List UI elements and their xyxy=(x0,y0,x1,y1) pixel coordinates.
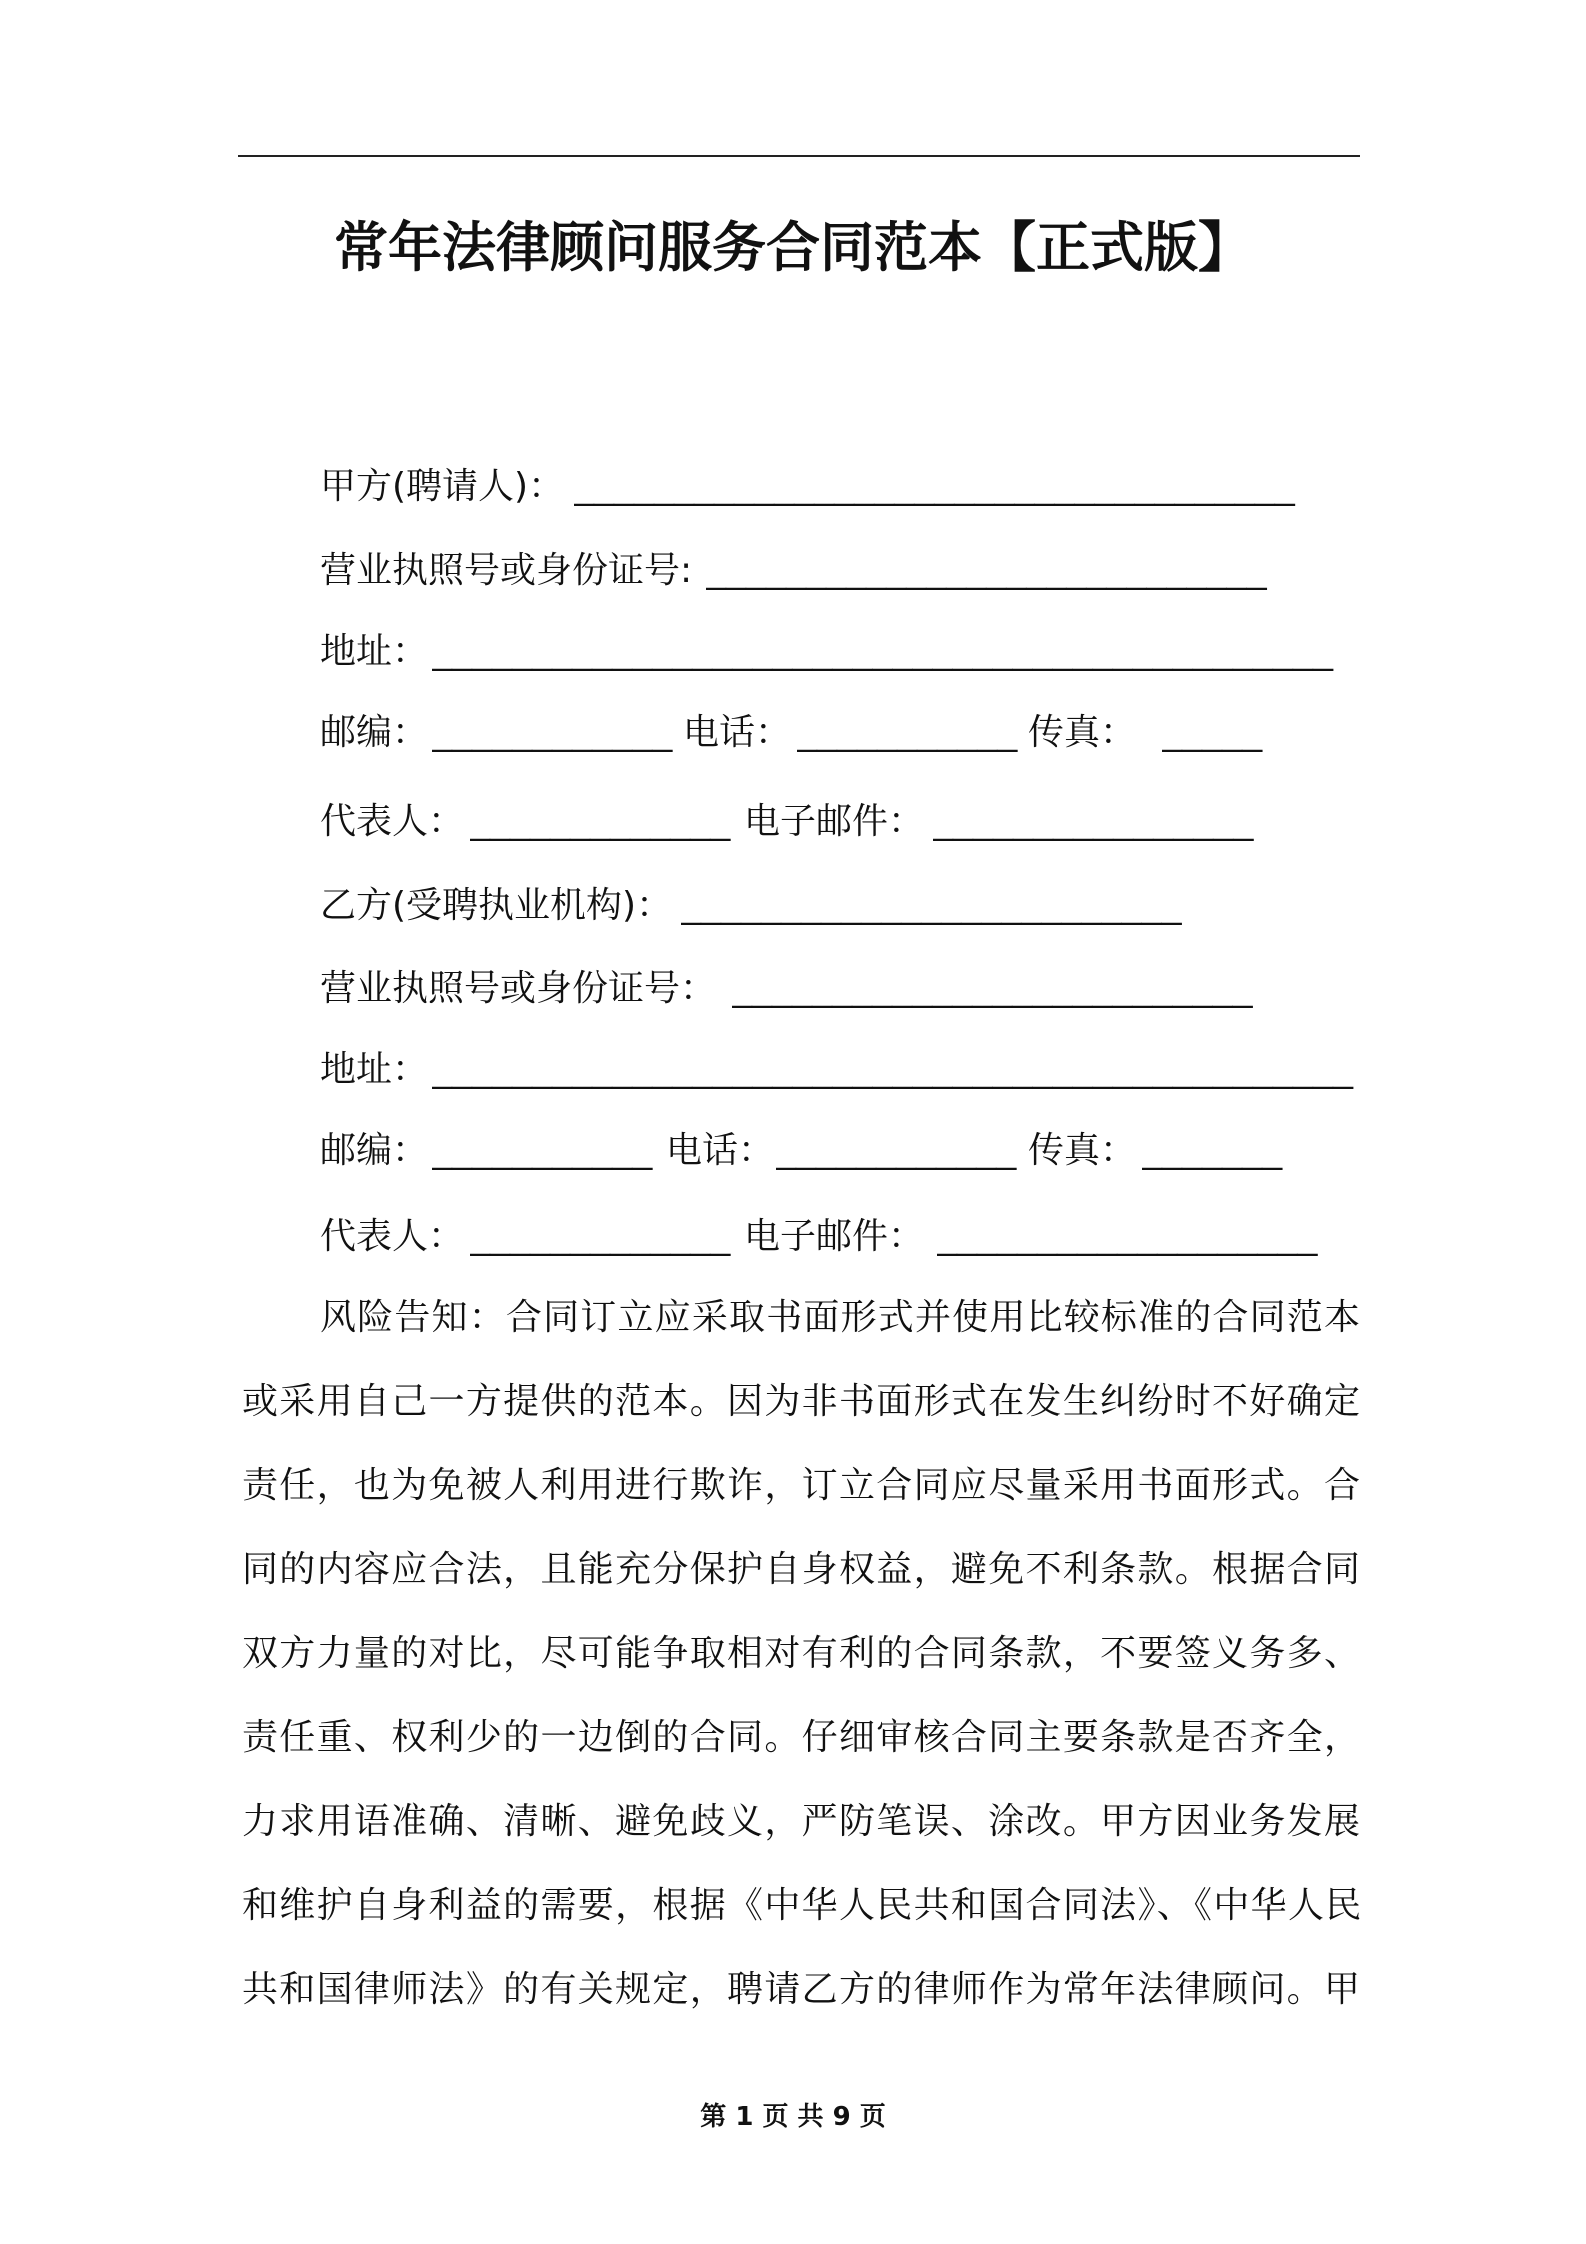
party-a-representative-row xyxy=(320,792,1269,852)
party-a-phone-blank: ___________ xyxy=(797,712,1018,753)
risk-notice-line: 力求用语准确、清晰、避免歧义，严防笔误、涂改。甲方因业务发展 xyxy=(242,1801,1360,1842)
party-b-representative-row xyxy=(320,1207,1334,1267)
party-a-fax-label: 传真： xyxy=(1028,712,1137,753)
party-a-fax-blank: _____ xyxy=(1162,712,1263,753)
party-a-license-row xyxy=(320,541,1276,601)
party-b-address-blank: ______________________________________________ xyxy=(432,1049,1353,1090)
party-b-phone-blank: ____________ xyxy=(776,1130,1017,1171)
party-a-email-label: 电子邮件： xyxy=(744,801,925,842)
document-title: 常年法律顾问服务合同范本【正式版】 xyxy=(334,216,1252,279)
party-b-license-label: 营业执照号或身份证号： xyxy=(320,968,717,1009)
party-b-postcode-label: 邮编： xyxy=(320,1130,429,1171)
risk-notice-line: 或采用自己一方提供的范本。因为非书面形式在发生纠纷时不好确定 xyxy=(242,1381,1360,1422)
party-b-postcode-blank: ___________ xyxy=(432,1130,653,1171)
party-b-representative-blank: _____________ xyxy=(470,1216,731,1257)
party-a-contact-row xyxy=(320,703,1266,763)
page-number: 第 1 页 共 9 页 xyxy=(700,2102,886,2132)
party-b-contact-row xyxy=(320,1121,1292,1181)
party-b-license-row xyxy=(320,959,1260,1019)
party-a-postcode-label: 邮编： xyxy=(320,712,429,753)
party-b-fax-label: 传真： xyxy=(1028,1130,1137,1171)
party-a-address-row xyxy=(320,622,1338,682)
party-b-firm-blank: _________________________ xyxy=(681,885,1182,926)
party-a-representative-label: 代表人： xyxy=(320,801,465,842)
party-b-firm-row xyxy=(320,876,1191,936)
risk-notice-paragraph xyxy=(242,1276,1360,2032)
risk-notice-line: 和维护自身利益的需要，根据《中华人民共和国合同法》、《中华人民 xyxy=(242,1885,1360,1926)
party-b-email-label: 电子邮件： xyxy=(744,1216,925,1257)
party-a-client-label: 甲方(聘请人)： xyxy=(320,466,565,507)
party-b-license-blank: __________________________ xyxy=(732,968,1253,1009)
risk-notice-line: 风险告知：合同订立应采取书面形式并使用比较标准的合同范本 xyxy=(320,1297,1360,1338)
risk-notice-line: 责任重、权利少的一边倒的合同。仔细审核合同主要条款是否齐全， xyxy=(242,1717,1360,1758)
risk-notice-line: 同的内容应合法，且能充分保护自身权益，避免不利条款。根据合同 xyxy=(242,1549,1360,1590)
party-a-email-blank: ________________ xyxy=(933,801,1254,842)
party-a-representative-blank: _____________ xyxy=(470,801,731,842)
party-a-license-blank: ____________________________ xyxy=(706,550,1267,591)
header-divider xyxy=(238,155,1360,157)
party-a-address-blank: _____________________________________________ xyxy=(432,631,1333,672)
party-b-firm-label: 乙方(受聘执业机构)： xyxy=(320,885,673,926)
party-b-email-blank: ___________________ xyxy=(937,1216,1318,1257)
party-b-representative-label: 代表人： xyxy=(320,1216,465,1257)
party-a-client-row xyxy=(320,457,1309,517)
risk-notice-line: 责任，也为免被人利用进行欺诈，订立合同应尽量采用书面形式。合 xyxy=(242,1465,1360,1506)
risk-notice-line: 共和国律师法》的有关规定，聘请乙方的律师作为常年法律顾问。甲 xyxy=(242,1969,1360,2010)
party-a-license-label: 营业执照号或身份证号: xyxy=(320,550,693,591)
party-a-phone-label: 电话： xyxy=(683,712,792,753)
party-b-phone-label: 电话： xyxy=(666,1130,775,1171)
party-a-postcode-blank: ____________ xyxy=(432,712,673,753)
party-a-address-label: 地址： xyxy=(320,631,429,672)
risk-notice-line: 双方力量的对比，尽可能争取相对有利的合同条款，不要签义务多、 xyxy=(242,1633,1360,1674)
party-b-address-label: 地址： xyxy=(320,1049,429,1090)
party-a-client-blank: ____________________________________ xyxy=(574,466,1295,507)
party-b-address-row xyxy=(320,1040,1360,1100)
party-b-fax-blank: _______ xyxy=(1142,1130,1283,1171)
